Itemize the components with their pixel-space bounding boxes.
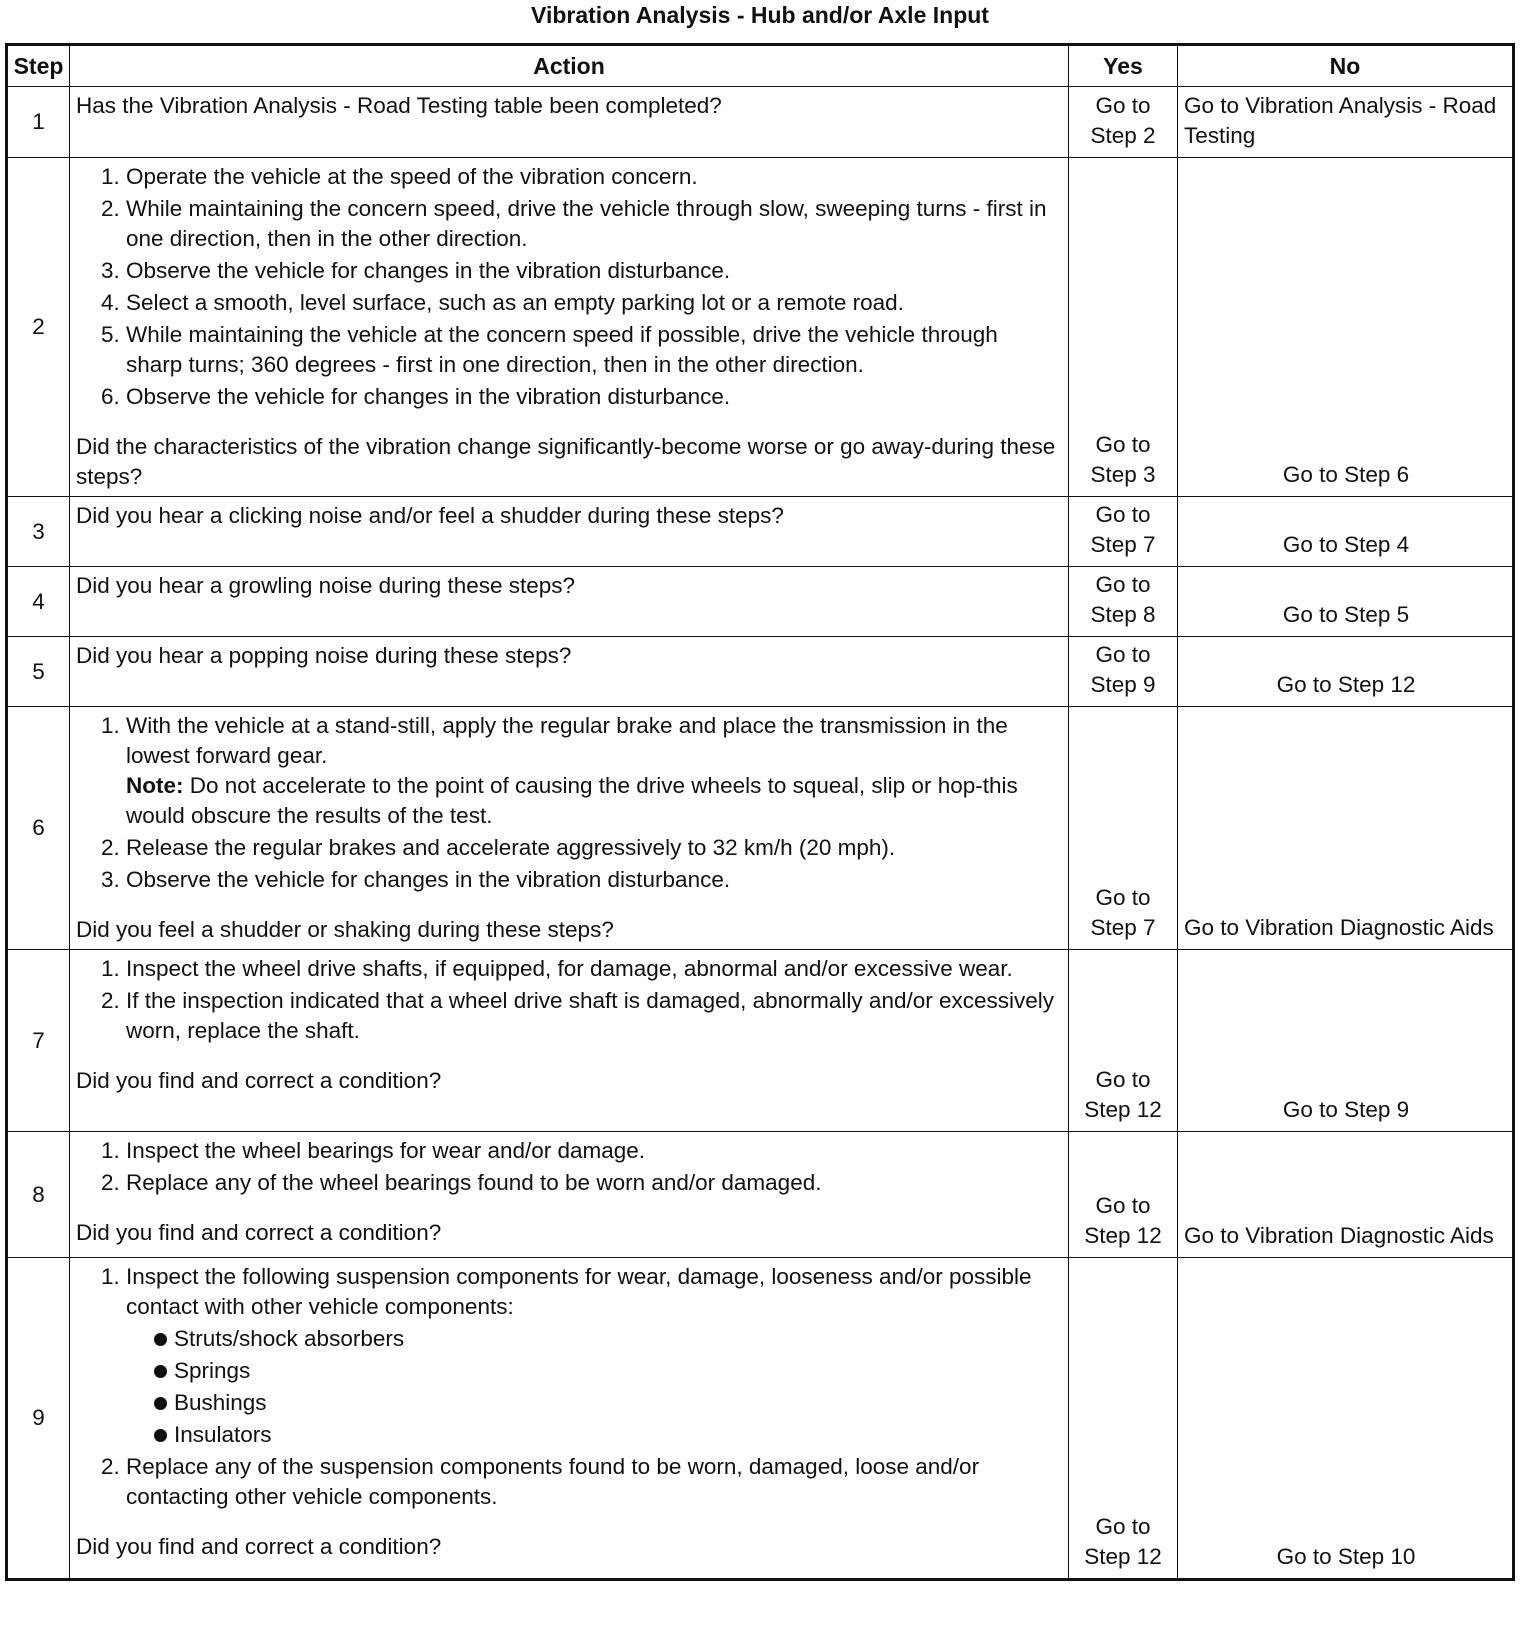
- action-item: 5. While maintaining the vehicle at the concern speed if possible, drive the vehicle through sharp turns; 360 degrees - first in one direction, then in the other direction.: [126, 320, 1060, 380]
- action-item: 2. While maintaining the concern speed, drive the vehicle through slow, sweeping turns - first in one direction, then in the other direction.: [126, 194, 1060, 254]
- yes-result: Go to Step 7: [1069, 707, 1178, 950]
- header-no: No: [1178, 45, 1514, 87]
- action-item: [126, 711, 1060, 831]
- action-steps: [76, 711, 1060, 895]
- header-step: Step: [7, 45, 70, 87]
- component-item: Springs: [154, 1356, 1060, 1386]
- yes-result: Go to Step 8: [1069, 567, 1178, 637]
- no-result: Go to Step 9: [1178, 950, 1514, 1132]
- component-item: Struts/shock absorbers: [154, 1324, 1060, 1354]
- action-item: 1. Inspect the wheel drive shafts, if equipped, for damage, abnormal and/or excessive wear.: [126, 954, 1060, 984]
- header-yes: Yes: [1069, 45, 1178, 87]
- action-question: Did you find and correct a condition?: [76, 1534, 442, 1559]
- yes-result: Go to Step 3: [1069, 158, 1178, 497]
- action-steps: [76, 1136, 1060, 1198]
- action-question: Has the Vibration Analysis - Road Testing table been completed?: [70, 87, 1069, 158]
- action-item: 1. Inspect the wheel bearings for wear and/or damage.: [126, 1136, 1060, 1166]
- action-cell: [70, 158, 1069, 497]
- yes-result: Go to Step 12: [1069, 950, 1178, 1132]
- action-question: Did the characteristics of the vibration change significantly-become worse or go away-during these steps?: [76, 434, 1056, 489]
- action-cell: [70, 707, 1069, 950]
- note: [126, 771, 1060, 831]
- action-steps: [76, 1262, 1060, 1512]
- table-title: Vibration Analysis - Hub and/or Axle Input: [531, 2, 989, 28]
- step-number: 1: [7, 87, 70, 158]
- action-item: 4. Select a smooth, level surface, such as an empty parking lot or a remote road.: [126, 288, 1060, 318]
- header-action: Action: [70, 45, 1069, 87]
- note-text: Do not accelerate to the point of causing the drive wheels to squeal, slip or hop-this would obscure the results of the test.: [126, 773, 1018, 828]
- action-item: 2. Replace any of the wheel bearings found to be worn and/or damaged.: [126, 1168, 1060, 1198]
- yes-result: Go to Step 12: [1069, 1258, 1178, 1580]
- table-row: [7, 87, 1514, 158]
- step-number: 4: [7, 567, 70, 637]
- yes-result: Go to Step 9: [1069, 637, 1178, 707]
- action-steps: [76, 954, 1060, 1046]
- yes-result: Go to Step 7: [1069, 497, 1178, 567]
- step-number: 7: [7, 950, 70, 1132]
- step-number: 8: [7, 1132, 70, 1258]
- header-row: [7, 45, 1514, 87]
- table-row: [7, 707, 1514, 950]
- table-row: [7, 497, 1514, 567]
- diagnostic-table: [5, 43, 1515, 1581]
- no-result: Go to Vibration Diagnostic Aids: [1178, 1132, 1514, 1258]
- action-question: Did you find and correct a condition?: [76, 1220, 442, 1245]
- action-steps: [76, 162, 1060, 412]
- no-result: Go to Step 6: [1178, 158, 1514, 497]
- action-cell: [70, 950, 1069, 1132]
- action-question: Did you hear a growling noise during these steps?: [70, 567, 1069, 637]
- action-cell: [70, 1258, 1069, 1580]
- table-row: [7, 158, 1514, 497]
- no-result: Go to Vibration Analysis - Road Testing: [1178, 87, 1514, 158]
- action-item: 2. If the inspection indicated that a wheel drive shaft is damaged, abnormally and/or excessively worn, replace the shaft.: [126, 986, 1060, 1046]
- action-cell: [70, 1132, 1069, 1258]
- action-question: Did you find and correct a condition?: [76, 1068, 442, 1093]
- no-result: Go to Step 12: [1178, 637, 1514, 707]
- table-row: [7, 1258, 1514, 1580]
- note-label: Note:: [126, 773, 184, 798]
- action-item: [126, 1262, 1060, 1450]
- action-item: 6. Observe the vehicle for changes in the vibration disturbance.: [126, 382, 1060, 412]
- action-question: Did you hear a popping noise during these steps?: [70, 637, 1069, 707]
- table-row: [7, 950, 1514, 1132]
- action-item: 3. Observe the vehicle for changes in the vibration disturbance.: [126, 865, 1060, 895]
- action-item: 3. Observe the vehicle for changes in the vibration disturbance.: [126, 256, 1060, 286]
- no-result: Go to Vibration Diagnostic Aids: [1178, 707, 1514, 950]
- action-item: 1. Operate the vehicle at the speed of the vibration concern.: [126, 162, 1060, 192]
- action-item-text: Inspect the following suspension components for wear, damage, looseness and/or possible contact with other vehicle components:: [126, 1264, 1032, 1319]
- step-number: 2: [7, 158, 70, 497]
- action-question: Did you feel a shudder or shaking during these steps?: [76, 917, 614, 942]
- step-number: 5: [7, 637, 70, 707]
- component-item: Insulators: [154, 1420, 1060, 1450]
- step-number: 6: [7, 707, 70, 950]
- no-result: Go to Step 5: [1178, 567, 1514, 637]
- yes-result: Go to Step 12: [1069, 1132, 1178, 1258]
- yes-result: Go to Step 2: [1069, 87, 1178, 158]
- component-item: Bushings: [154, 1388, 1060, 1418]
- step-number: 9: [7, 1258, 70, 1580]
- no-result: Go to Step 4: [1178, 497, 1514, 567]
- action-question: Did you hear a clicking noise and/or feel a shudder during these steps?: [70, 497, 1069, 567]
- action-item: 2. Release the regular brakes and accelerate aggressively to 32 km/h (20 mph).: [126, 833, 1060, 863]
- step-number: 3: [7, 497, 70, 567]
- table-row: [7, 567, 1514, 637]
- table-row: [7, 1132, 1514, 1258]
- action-item: 2. Replace any of the suspension components found to be worn, damaged, loose and/or contacting other vehicle components.: [126, 1452, 1060, 1512]
- action-item-text: With the vehicle at a stand-still, apply the regular brake and place the transmission in the lowest forward gear.: [126, 713, 1008, 768]
- no-result: Go to Step 10: [1178, 1258, 1514, 1580]
- table-row: [7, 637, 1514, 707]
- component-list: [126, 1324, 1060, 1450]
